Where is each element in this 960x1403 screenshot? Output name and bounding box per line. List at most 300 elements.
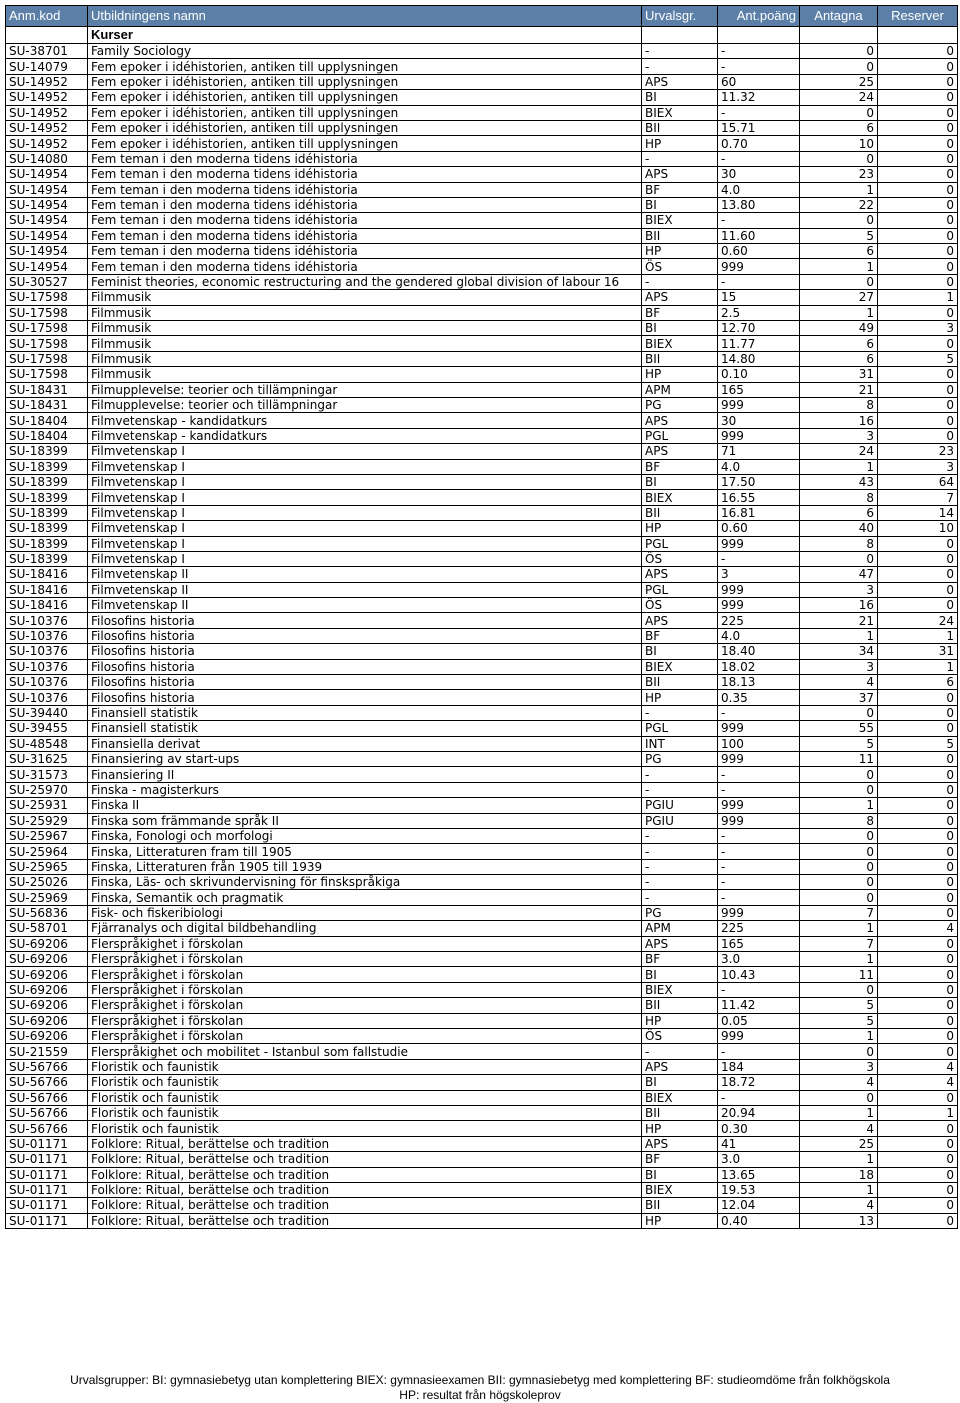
- cell-reserver: 0: [878, 151, 958, 166]
- table-row: [6, 44, 958, 59]
- cell-antagna: 1: [800, 305, 878, 320]
- table-row: [6, 659, 958, 674]
- table-row: [6, 644, 958, 659]
- cell-anm-kod: SU-56836: [6, 905, 88, 920]
- cell-namn: Filmvetenskap - kandidatkurs: [88, 428, 642, 443]
- cell-reserver: 5: [878, 736, 958, 751]
- cell-antagna: 1: [800, 921, 878, 936]
- footer-legend: Urvalsgrupper: BI: gymnasiebetyg utan komplettering BIEX: gymnasieexamen BII: gymnasiebetyg med komplettering BF: studieomdöme från folkhögskola: [70, 1373, 890, 1387]
- cell-antagna: 7: [800, 905, 878, 920]
- table-row: [6, 74, 958, 89]
- cell-urvalsgr: APS: [642, 1059, 718, 1074]
- cell-namn: Folklore: Ritual, berättelse och tradition: [88, 1136, 642, 1151]
- cell-reserver: 0: [878, 828, 958, 843]
- cell-anm-kod: SU-18416: [6, 598, 88, 613]
- cell-urvalsgr: PGL: [642, 582, 718, 597]
- cell-antagna: 3: [800, 582, 878, 597]
- cell-urvalsgr: HP: [642, 367, 718, 382]
- cell-antagna: 3: [800, 1059, 878, 1074]
- cell-namn: Flerspråkighet i förskolan: [88, 967, 642, 982]
- cell-antagna: 34: [800, 644, 878, 659]
- cell-reserver: 4: [878, 1059, 958, 1074]
- cell-urvalsgr: HP: [642, 244, 718, 259]
- cell-anm-kod: SU-14952: [6, 120, 88, 135]
- cell-anm-kod: SU-01171: [6, 1152, 88, 1167]
- cell-anm-kod: SU-01171: [6, 1182, 88, 1197]
- cell-urvalsgr: BII: [642, 228, 718, 243]
- cell-antagna: 3: [800, 428, 878, 443]
- cell-anm-kod: SU-69206: [6, 1013, 88, 1028]
- cell-urvalsgr: PGIU: [642, 798, 718, 813]
- cell-anm-kod: SU-18399: [6, 521, 88, 536]
- cell-urvalsgr: HP: [642, 1213, 718, 1228]
- cell-antagna: 0: [800, 274, 878, 289]
- cell-anm-kod: SU-69206: [6, 967, 88, 982]
- cell-reserver: 0: [878, 1029, 958, 1044]
- cell-reserver: 14: [878, 505, 958, 520]
- table-row: [6, 120, 958, 135]
- cell-namn: Fem epoker i idéhistorien, antiken till upplysningen: [88, 136, 642, 151]
- cell-reserver: 4: [878, 1075, 958, 1090]
- table-row: [6, 259, 958, 274]
- cell-reserver: 0: [878, 751, 958, 766]
- cell-anm-kod: SU-25931: [6, 798, 88, 813]
- cell-urvalsgr: -: [642, 705, 718, 720]
- cell-reserver: 1: [878, 1105, 958, 1120]
- cell-antagna: 6: [800, 336, 878, 351]
- cell-urvalsgr: BF: [642, 182, 718, 197]
- table-row: [6, 382, 958, 397]
- cell-urvalsgr: PGL: [642, 721, 718, 736]
- cell-antpoang: -: [718, 844, 800, 859]
- cell-urvalsgr: -: [642, 44, 718, 59]
- cell-anm-kod: SU-25929: [6, 813, 88, 828]
- cell-antpoang: 999: [718, 751, 800, 766]
- table-row: [6, 982, 958, 997]
- cell-reserver: 7: [878, 490, 958, 505]
- table-row: [6, 613, 958, 628]
- cell-antpoang: 15.71: [718, 120, 800, 135]
- cell-urvalsgr: -: [642, 890, 718, 905]
- cell-urvalsgr: APS: [642, 1136, 718, 1151]
- cell-antpoang: 3.0: [718, 1152, 800, 1167]
- cell-reserver: 0: [878, 890, 958, 905]
- cell-namn: Folklore: Ritual, berättelse och tradition: [88, 1182, 642, 1197]
- cell-urvalsgr: INT: [642, 736, 718, 751]
- cell-namn: Folklore: Ritual, berättelse och tradition: [88, 1213, 642, 1228]
- cell-reserver: 0: [878, 1182, 958, 1197]
- cell-urvalsgr: HP: [642, 136, 718, 151]
- cell-namn: Filosofins historia: [88, 659, 642, 674]
- table-row: [6, 844, 958, 859]
- cell-reserver: 0: [878, 228, 958, 243]
- cell-reserver: 3: [878, 321, 958, 336]
- cell-antagna: 24: [800, 90, 878, 105]
- cell-antpoang: 0.70: [718, 136, 800, 151]
- table-row: [6, 59, 958, 74]
- cell-antagna: 1: [800, 952, 878, 967]
- cell-anm-kod: SU-25964: [6, 844, 88, 859]
- cell-namn: Filosofins historia: [88, 628, 642, 643]
- cell-antpoang: -: [718, 859, 800, 874]
- cell-reserver: 0: [878, 721, 958, 736]
- cell-antagna: 21: [800, 382, 878, 397]
- table-row: [6, 321, 958, 336]
- cell-anm-kod: SU-18416: [6, 567, 88, 582]
- cell-namn: Fem epoker i idéhistorien, antiken till upplysningen: [88, 120, 642, 135]
- cell-antpoang: 0.30: [718, 1121, 800, 1136]
- cell-antpoang: 18.40: [718, 644, 800, 659]
- cell-antpoang: 165: [718, 382, 800, 397]
- table-row: [6, 1182, 958, 1197]
- cell-namn: Flerspråkighet och mobilitet - Istanbul som fallstudie: [88, 1044, 642, 1059]
- cell-anm-kod: SU-18416: [6, 582, 88, 597]
- cell-anm-kod: SU-58701: [6, 921, 88, 936]
- cell-reserver: 1: [878, 628, 958, 643]
- cell-antpoang: 41: [718, 1136, 800, 1151]
- cell-anm-kod: SU-10376: [6, 613, 88, 628]
- cell-antagna: 13: [800, 1213, 878, 1228]
- cell-namn: Finska, Litteraturen fram till 1905: [88, 844, 642, 859]
- table-row: [6, 428, 958, 443]
- cell-antagna: 16: [800, 413, 878, 428]
- cell-antpoang: 19.53: [718, 1182, 800, 1197]
- cell-reserver: 0: [878, 74, 958, 89]
- table-row: [6, 167, 958, 182]
- header-namn: Utbildningens namn: [88, 6, 642, 27]
- table-row: [6, 921, 958, 936]
- cell-urvalsgr: BI: [642, 321, 718, 336]
- cell-antagna: 1: [800, 459, 878, 474]
- cell-antpoang: -: [718, 274, 800, 289]
- cell-antpoang: 999: [718, 582, 800, 597]
- cell-urvalsgr: BI: [642, 1075, 718, 1090]
- cell-antagna: 49: [800, 321, 878, 336]
- cell-namn: Filmmusik: [88, 367, 642, 382]
- cell-urvalsgr: BIEX: [642, 1182, 718, 1197]
- table-row: [6, 105, 958, 120]
- cell-antpoang: 30: [718, 167, 800, 182]
- table-row: [6, 505, 958, 520]
- cell-namn: Filmupplevelse: teorier och tillämpningar: [88, 382, 642, 397]
- table-row: [6, 290, 958, 305]
- cell-urvalsgr: BIEX: [642, 659, 718, 674]
- cell-antagna: 5: [800, 228, 878, 243]
- cell-antagna: 16: [800, 598, 878, 613]
- cell-reserver: 0: [878, 413, 958, 428]
- table-row: [6, 136, 958, 151]
- cell-urvalsgr: -: [642, 782, 718, 797]
- cell-urvalsgr: BIEX: [642, 336, 718, 351]
- table-row: [6, 244, 958, 259]
- cell-namn: Fem teman i den moderna tidens idéhistoria: [88, 167, 642, 182]
- cell-urvalsgr: BI: [642, 90, 718, 105]
- cell-antpoang: 20.94: [718, 1105, 800, 1120]
- cell-namn: Fisk- och fiskeribiologi: [88, 905, 642, 920]
- header-urvalsgr: Urvalsgr.: [642, 6, 718, 27]
- footer-legend-hp: HP: resultat från högskoleprov: [399, 1388, 561, 1402]
- cell-reserver: 0: [878, 767, 958, 782]
- table-row: [6, 213, 958, 228]
- cell-urvalsgr: APM: [642, 921, 718, 936]
- cell-anm-kod: SU-56766: [6, 1090, 88, 1105]
- cell-namn: Flerspråkighet i förskolan: [88, 936, 642, 951]
- cell-urvalsgr: HP: [642, 521, 718, 536]
- cell-antpoang: 0.10: [718, 367, 800, 382]
- cell-anm-kod: SU-18399: [6, 505, 88, 520]
- cell-anm-kod: SU-69206: [6, 982, 88, 997]
- cell-anm-kod: SU-18399: [6, 444, 88, 459]
- cell-urvalsgr: PGL: [642, 428, 718, 443]
- cell-antpoang: 0.60: [718, 521, 800, 536]
- cell-antpoang: 14.80: [718, 351, 800, 366]
- cell-namn: Fem teman i den moderna tidens idéhistoria: [88, 197, 642, 212]
- cell-antagna: 0: [800, 1090, 878, 1105]
- cell-urvalsgr: APS: [642, 936, 718, 951]
- cell-antagna: 11: [800, 967, 878, 982]
- cell-namn: Fem epoker i idéhistorien, antiken till upplysningen: [88, 105, 642, 120]
- cell-reserver: 0: [878, 167, 958, 182]
- cell-antpoang: 0.05: [718, 1013, 800, 1028]
- cell-antpoang: 0.60: [718, 244, 800, 259]
- cell-antagna: 1: [800, 1029, 878, 1044]
- cell-urvalsgr: -: [642, 1044, 718, 1059]
- cell-antagna: 1: [800, 798, 878, 813]
- cell-antpoang: 11.32: [718, 90, 800, 105]
- cell-anm-kod: SU-56766: [6, 1121, 88, 1136]
- cell-antagna: 0: [800, 767, 878, 782]
- cell-anm-kod: SU-14954: [6, 259, 88, 274]
- cell-reserver: 0: [878, 936, 958, 951]
- table-row: [6, 536, 958, 551]
- cell-reserver: 0: [878, 1090, 958, 1105]
- cell-urvalsgr: -: [642, 828, 718, 843]
- table-row: [6, 90, 958, 105]
- cell-anm-kod: SU-01171: [6, 1213, 88, 1228]
- cell-reserver: 0: [878, 1167, 958, 1182]
- cell-reserver: 0: [878, 1198, 958, 1213]
- table-row: [6, 1059, 958, 1074]
- table-row: [6, 1029, 958, 1044]
- cell-antpoang: 999: [718, 397, 800, 412]
- cell-reserver: 0: [878, 136, 958, 151]
- cell-anm-kod: SU-25026: [6, 875, 88, 890]
- cell-urvalsgr: BI: [642, 644, 718, 659]
- cell-namn: Fem teman i den moderna tidens idéhistoria: [88, 213, 642, 228]
- cell-antpoang: 999: [718, 598, 800, 613]
- cell-reserver: 0: [878, 536, 958, 551]
- cell-anm-kod: SU-14954: [6, 167, 88, 182]
- cell-anm-kod: SU-14952: [6, 90, 88, 105]
- cell-urvalsgr: BF: [642, 459, 718, 474]
- cell-urvalsgr: BIEX: [642, 213, 718, 228]
- cell-namn: Filmmusik: [88, 290, 642, 305]
- cell-antagna: 40: [800, 521, 878, 536]
- cell-reserver: 0: [878, 274, 958, 289]
- cell-anm-kod: SU-10376: [6, 644, 88, 659]
- table-row: [6, 351, 958, 366]
- cell-antpoang: 999: [718, 798, 800, 813]
- cell-reserver: 0: [878, 551, 958, 566]
- cell-antpoang: -: [718, 982, 800, 997]
- cell-reserver: 0: [878, 244, 958, 259]
- cell-namn: Fem teman i den moderna tidens idéhistoria: [88, 182, 642, 197]
- cell-urvalsgr: APS: [642, 74, 718, 89]
- table-row: [6, 628, 958, 643]
- cell-antpoang: -: [718, 105, 800, 120]
- cell-reserver: 0: [878, 120, 958, 135]
- cell-antpoang: 999: [718, 428, 800, 443]
- cell-antpoang: 999: [718, 905, 800, 920]
- cell-anm-kod: SU-10376: [6, 659, 88, 674]
- cell-urvalsgr: PG: [642, 905, 718, 920]
- cell-urvalsgr: ÖS: [642, 551, 718, 566]
- cell-reserver: 0: [878, 567, 958, 582]
- cell-anm-kod: SU-69206: [6, 936, 88, 951]
- table-row: [6, 459, 958, 474]
- cell-urvalsgr: ÖS: [642, 259, 718, 274]
- cell-antagna: 10: [800, 136, 878, 151]
- cell-reserver: 0: [878, 705, 958, 720]
- cell-urvalsgr: ÖS: [642, 598, 718, 613]
- cell-antagna: 22: [800, 197, 878, 212]
- cell-urvalsgr: BIEX: [642, 1090, 718, 1105]
- cell-urvalsgr: BI: [642, 474, 718, 489]
- cell-reserver: 0: [878, 598, 958, 613]
- cell-namn: Fjärranalys och digital bildbehandling: [88, 921, 642, 936]
- cell-antagna: 43: [800, 474, 878, 489]
- table-row: [6, 490, 958, 505]
- cell-antpoang: -: [718, 782, 800, 797]
- cell-namn: Finska, Läs- och skrivundervisning för finskspråkiga: [88, 875, 642, 890]
- cell-namn: Filmvetenskap - kandidatkurs: [88, 413, 642, 428]
- cell-anm-kod: SU-69206: [6, 952, 88, 967]
- cell-antpoang: -: [718, 551, 800, 566]
- cell-antagna: 21: [800, 613, 878, 628]
- table-row: [6, 875, 958, 890]
- cell-urvalsgr: HP: [642, 1121, 718, 1136]
- cell-antagna: 18: [800, 1167, 878, 1182]
- cell-urvalsgr: APS: [642, 444, 718, 459]
- cell-anm-kod: SU-17598: [6, 351, 88, 366]
- cell-reserver: 0: [878, 382, 958, 397]
- cell-urvalsgr: -: [642, 767, 718, 782]
- cell-antagna: 0: [800, 705, 878, 720]
- table-row: [6, 228, 958, 243]
- cell-antpoang: 60: [718, 74, 800, 89]
- cell-antpoang: 13.65: [718, 1167, 800, 1182]
- cell-namn: Floristik och faunistik: [88, 1105, 642, 1120]
- table-row: [6, 1013, 958, 1028]
- cell-antpoang: 10.43: [718, 967, 800, 982]
- cell-anm-kod: SU-48548: [6, 736, 88, 751]
- cell-antagna: 8: [800, 813, 878, 828]
- cell-anm-kod: SU-17598: [6, 305, 88, 320]
- table-row: [6, 798, 958, 813]
- table-row: [6, 1198, 958, 1213]
- cell-antagna: 25: [800, 74, 878, 89]
- cell-namn: Filmmusik: [88, 305, 642, 320]
- cell-anm-kod: SU-18431: [6, 382, 88, 397]
- cell-urvalsgr: APS: [642, 613, 718, 628]
- cell-antpoang: 3: [718, 567, 800, 582]
- cell-reserver: 0: [878, 1121, 958, 1136]
- cell-antagna: 4: [800, 1198, 878, 1213]
- cell-anm-kod: SU-25970: [6, 782, 88, 797]
- cell-namn: Filmvetenskap I: [88, 536, 642, 551]
- cell-anm-kod: SU-25967: [6, 828, 88, 843]
- cell-antagna: 6: [800, 244, 878, 259]
- table-row: [6, 890, 958, 905]
- cell-urvalsgr: PGL: [642, 536, 718, 551]
- cell-antagna: 1: [800, 1152, 878, 1167]
- cell-reserver: 5: [878, 351, 958, 366]
- cell-antagna: 24: [800, 444, 878, 459]
- cell-antpoang: 11.77: [718, 336, 800, 351]
- cell-anm-kod: SU-14954: [6, 244, 88, 259]
- cell-antpoang: 18.02: [718, 659, 800, 674]
- cell-reserver: 0: [878, 844, 958, 859]
- cell-antagna: 0: [800, 828, 878, 843]
- cell-reserver: 0: [878, 1152, 958, 1167]
- cell-namn: Finska, Fonologi och morfologi: [88, 828, 642, 843]
- cell-namn: Finansiering av start-ups: [88, 751, 642, 766]
- cell-anm-kod: SU-18399: [6, 459, 88, 474]
- table-row: [6, 690, 958, 705]
- table-row: [6, 675, 958, 690]
- cell-urvalsgr: BII: [642, 1105, 718, 1120]
- cell-antagna: 8: [800, 490, 878, 505]
- table-row: [6, 444, 958, 459]
- cell-urvalsgr: BII: [642, 120, 718, 135]
- header-anm-kod: Anm.kod: [6, 6, 88, 27]
- cell-antpoang: -: [718, 1044, 800, 1059]
- cell-namn: Flerspråkighet i förskolan: [88, 1013, 642, 1028]
- cell-namn: Feminist theories, economic restructuring and the gendered global division of labour 16: [88, 274, 642, 289]
- cell-namn: Fem teman i den moderna tidens idéhistoria: [88, 259, 642, 274]
- table-row: [6, 336, 958, 351]
- cell-anm-kod: SU-01171: [6, 1167, 88, 1182]
- cell-antpoang: 17.50: [718, 474, 800, 489]
- cell-reserver: 0: [878, 1044, 958, 1059]
- cell-anm-kod: SU-14080: [6, 151, 88, 166]
- cell-antagna: 6: [800, 351, 878, 366]
- cell-antpoang: 100: [718, 736, 800, 751]
- cell-anm-kod: SU-56766: [6, 1059, 88, 1074]
- cell-antpoang: 4.0: [718, 459, 800, 474]
- table-row: [6, 721, 958, 736]
- cell-namn: Filmvetenskap I: [88, 505, 642, 520]
- cell-reserver: 0: [878, 305, 958, 320]
- cell-namn: Finansiering II: [88, 767, 642, 782]
- cell-antagna: 0: [800, 859, 878, 874]
- cell-anm-kod: SU-01171: [6, 1198, 88, 1213]
- cell-reserver: 0: [878, 813, 958, 828]
- cell-antagna: 8: [800, 536, 878, 551]
- cell-reserver: 0: [878, 905, 958, 920]
- cell-namn: Floristik och faunistik: [88, 1075, 642, 1090]
- table-row: [6, 551, 958, 566]
- table-row: [6, 767, 958, 782]
- table-row: [6, 1090, 958, 1105]
- cell-reserver: 0: [878, 967, 958, 982]
- cell-namn: Filmmusik: [88, 321, 642, 336]
- cell-antpoang: 0.35: [718, 690, 800, 705]
- cell-reserver: 0: [878, 197, 958, 212]
- cell-namn: Filmvetenskap I: [88, 551, 642, 566]
- cell-antpoang: 999: [718, 721, 800, 736]
- cell-antpoang: 13.80: [718, 197, 800, 212]
